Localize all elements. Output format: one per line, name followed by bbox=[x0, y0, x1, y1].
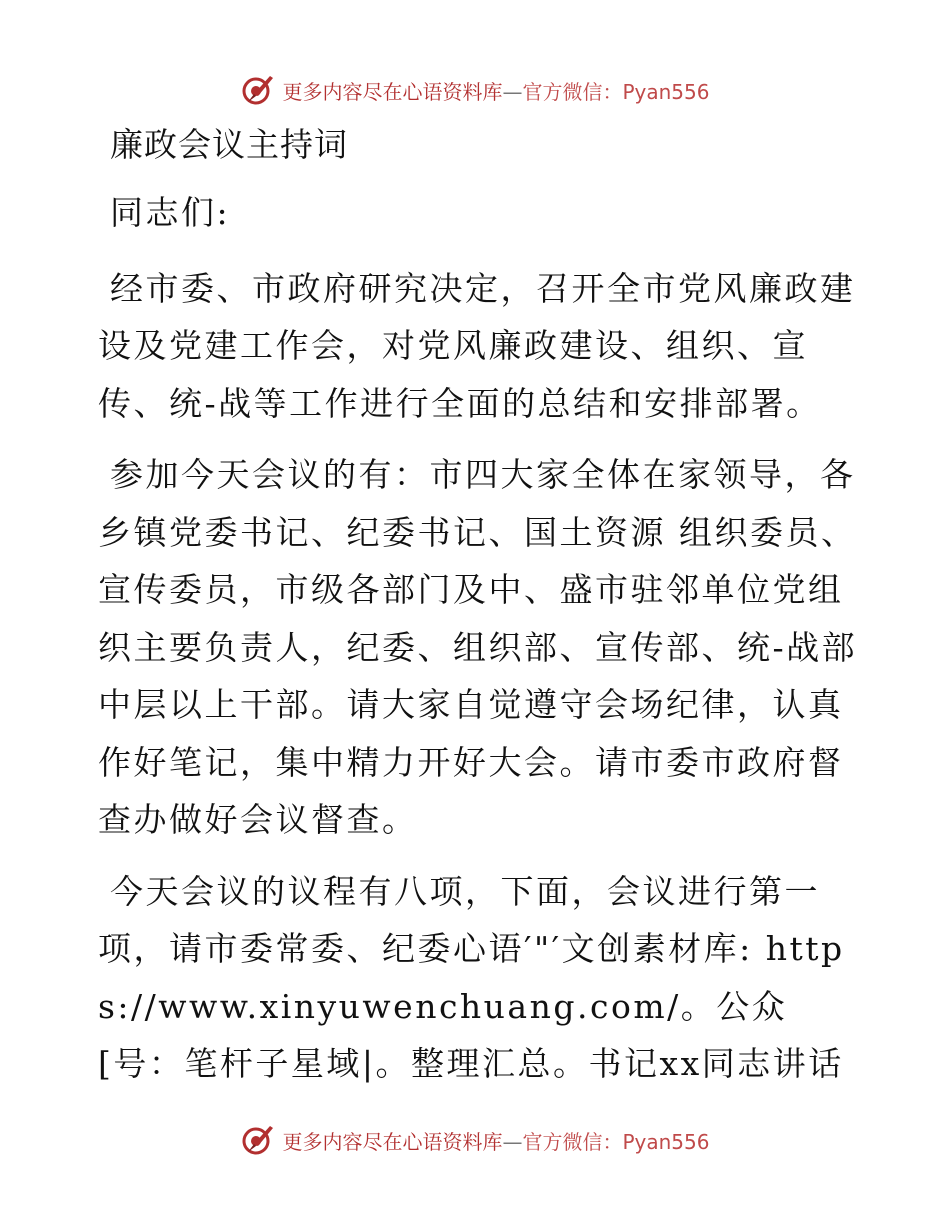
quill-in-circle-icon bbox=[240, 72, 276, 108]
header-banner-text bbox=[282, 76, 709, 105]
brand-text: 更多内容尽在心语资料库 bbox=[282, 79, 503, 104]
brand-text: 更多内容尽在心语资料库 bbox=[282, 1129, 503, 1154]
quill-in-circle-icon bbox=[240, 1122, 276, 1158]
footer-banner bbox=[0, 1120, 950, 1160]
paragraph-3: 今天会议的议程有八项，下面，会议进行第一项，请市委常委、纪委心语′"′文创素材库: https://www.xinyuwenchuang.com/。公众[号：笔杆子星域|。整理汇总。书记xx同志讲话 bbox=[98, 871, 845, 1083]
document-title: 廉政会议主持词 bbox=[110, 125, 348, 164]
wechat-text: 官方微信：Pyan556 bbox=[522, 79, 710, 104]
greeting-line: 同志们: bbox=[110, 193, 231, 232]
paragraph-1: 经市委、市政府研究决定，召开全市党风廉政建设及党建工作会，对党风廉政建设、组织、宣传、统-战等工作进行全面的总结和安排部署。 bbox=[98, 268, 856, 423]
banner-separator: — bbox=[502, 79, 523, 104]
header-banner-content bbox=[240, 72, 709, 108]
document-body bbox=[98, 116, 858, 1107]
header-banner bbox=[0, 70, 950, 110]
footer-banner-text bbox=[282, 1126, 709, 1155]
wechat-text: 官方微信：Pyan556 bbox=[522, 1129, 710, 1154]
banner-separator: — bbox=[502, 1129, 523, 1154]
footer-banner-content bbox=[240, 1122, 709, 1158]
paragraph-2: 参加今天会议的有：市四大家全体在家领导，各乡镇党委书记、纪委书记、国土资源 组织委员、宣传委员，市级各部门及中、盛市驻邻单位党组织主要负责人，纪委、组织部、宣传部、统-战部中层以上干部。请大家自觉遵守会场纪律，认真作好笔记，集中精力开好大会。请市委市政府督查办做好会议督查。 bbox=[98, 455, 858, 839]
